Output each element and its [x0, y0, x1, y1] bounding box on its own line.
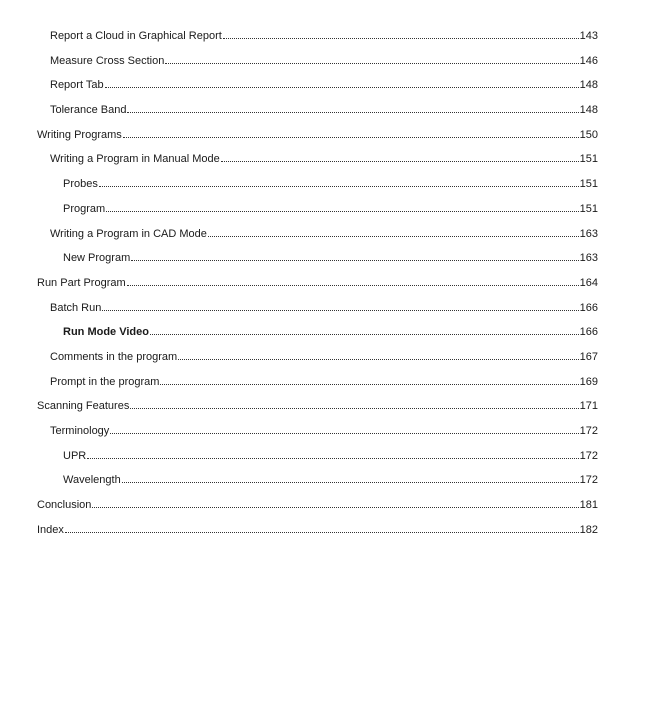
toc-entry-page: 148	[579, 104, 598, 117]
toc-entry-title: Probes	[63, 178, 98, 191]
toc-entry[interactable]	[37, 76, 598, 101]
toc-dot-leader	[223, 37, 579, 39]
toc-entry-page: 172	[579, 474, 598, 487]
toc-entry-page: 151	[579, 178, 598, 191]
toc-dot-leader	[65, 531, 579, 533]
toc-entry[interactable]	[37, 397, 598, 422]
toc-entry-page: 146	[579, 54, 598, 67]
toc-entry[interactable]	[37, 175, 598, 200]
toc-entry-page: 181	[579, 499, 598, 512]
toc-dot-leader	[123, 136, 579, 138]
toc-entry[interactable]	[37, 52, 598, 77]
toc-entry-title: Writing a Program in Manual Mode	[50, 153, 220, 166]
toc-dot-leader	[131, 259, 578, 261]
toc-entry-title: Program	[63, 202, 106, 215]
toc-entry[interactable]	[37, 471, 598, 496]
toc-entry-title: Batch Run	[50, 301, 102, 314]
toc-entry[interactable]	[37, 299, 598, 324]
toc-entry-title: Run Mode Video	[63, 326, 149, 339]
toc-dot-leader	[102, 309, 578, 311]
toc-entry-title: Wavelength	[63, 474, 121, 487]
toc-dot-leader	[105, 86, 579, 88]
toc-entry-page: 172	[579, 449, 598, 462]
toc-entry[interactable]	[37, 126, 598, 151]
toc-dot-leader	[87, 457, 578, 459]
toc-entry[interactable]	[37, 274, 598, 299]
toc-dot-leader	[110, 432, 578, 434]
toc-dot-leader	[150, 333, 579, 335]
toc-entry[interactable]	[37, 323, 598, 348]
toc-entry[interactable]	[37, 422, 598, 447]
toc-entry[interactable]	[37, 521, 598, 546]
toc-entry-page: 182	[579, 523, 598, 536]
toc-entry[interactable]	[37, 200, 598, 225]
toc-entry-title: Tolerance Band	[50, 104, 127, 117]
toc-entry-page: 150	[579, 128, 598, 141]
toc-dot-leader	[127, 111, 578, 113]
toc-entry[interactable]	[37, 27, 598, 52]
toc-entry-page: 166	[579, 326, 598, 339]
toc-dot-leader	[106, 210, 578, 212]
toc-entry-title: Report a Cloud in Graphical Report	[50, 30, 222, 42]
toc-entry-page: 169	[579, 375, 598, 388]
toc-entry-title: Index	[37, 523, 64, 536]
toc-entry-title: New Program	[63, 252, 131, 265]
toc-dot-leader	[127, 284, 579, 286]
toc-entry-page: 163	[579, 227, 598, 240]
toc-entry-page: 151	[579, 202, 598, 215]
toc-entry-page: 171	[579, 400, 598, 413]
toc-entry-title: Prompt in the program	[50, 375, 160, 388]
toc-entry-page: 143	[579, 30, 598, 42]
toc-dot-leader	[122, 481, 579, 483]
toc-entry-page: 166	[579, 301, 598, 314]
toc-entry-page: 172	[579, 425, 598, 437]
toc-entry-page: 151	[579, 153, 598, 166]
toc-entry[interactable]	[37, 150, 598, 175]
toc-entry-page: 167	[579, 350, 598, 363]
toc-entry-title: Measure Cross Section	[50, 54, 165, 67]
toc-dot-leader	[165, 62, 578, 64]
toc-entry[interactable]	[37, 496, 598, 521]
toc-entry-title: Terminology	[50, 425, 110, 437]
toc-entry-title: Comments in the program	[50, 350, 178, 363]
toc-entry[interactable]	[37, 101, 598, 126]
toc-entry-title: UPR	[63, 449, 87, 462]
toc-entry-title: Writing a Program in CAD Mode	[50, 227, 207, 240]
toc-entry[interactable]	[37, 447, 598, 472]
toc-dot-leader	[178, 358, 578, 360]
toc-entry-title: Report Tab	[50, 79, 104, 92]
toc-entry-title: Run Part Program	[37, 276, 126, 289]
toc-dot-leader	[130, 407, 578, 409]
toc-dot-leader	[221, 160, 579, 162]
toc-dot-leader	[92, 506, 578, 508]
toc-entry-title: Scanning Features	[37, 400, 130, 413]
toc-entry-title: Writing Programs	[37, 128, 122, 141]
toc-entry[interactable]	[37, 249, 598, 274]
toc-entry[interactable]	[37, 225, 598, 250]
toc-dot-leader	[160, 383, 578, 385]
toc-dot-leader	[208, 235, 579, 237]
toc-entry-page: 148	[579, 79, 598, 92]
toc-entry-page: 164	[579, 276, 598, 289]
toc-dot-leader	[99, 185, 579, 187]
table-of-contents	[37, 27, 598, 545]
toc-entry[interactable]	[37, 348, 598, 373]
toc-entry[interactable]	[37, 373, 598, 398]
toc-entry-title: Conclusion	[37, 499, 92, 512]
toc-entry-page: 163	[579, 252, 598, 265]
